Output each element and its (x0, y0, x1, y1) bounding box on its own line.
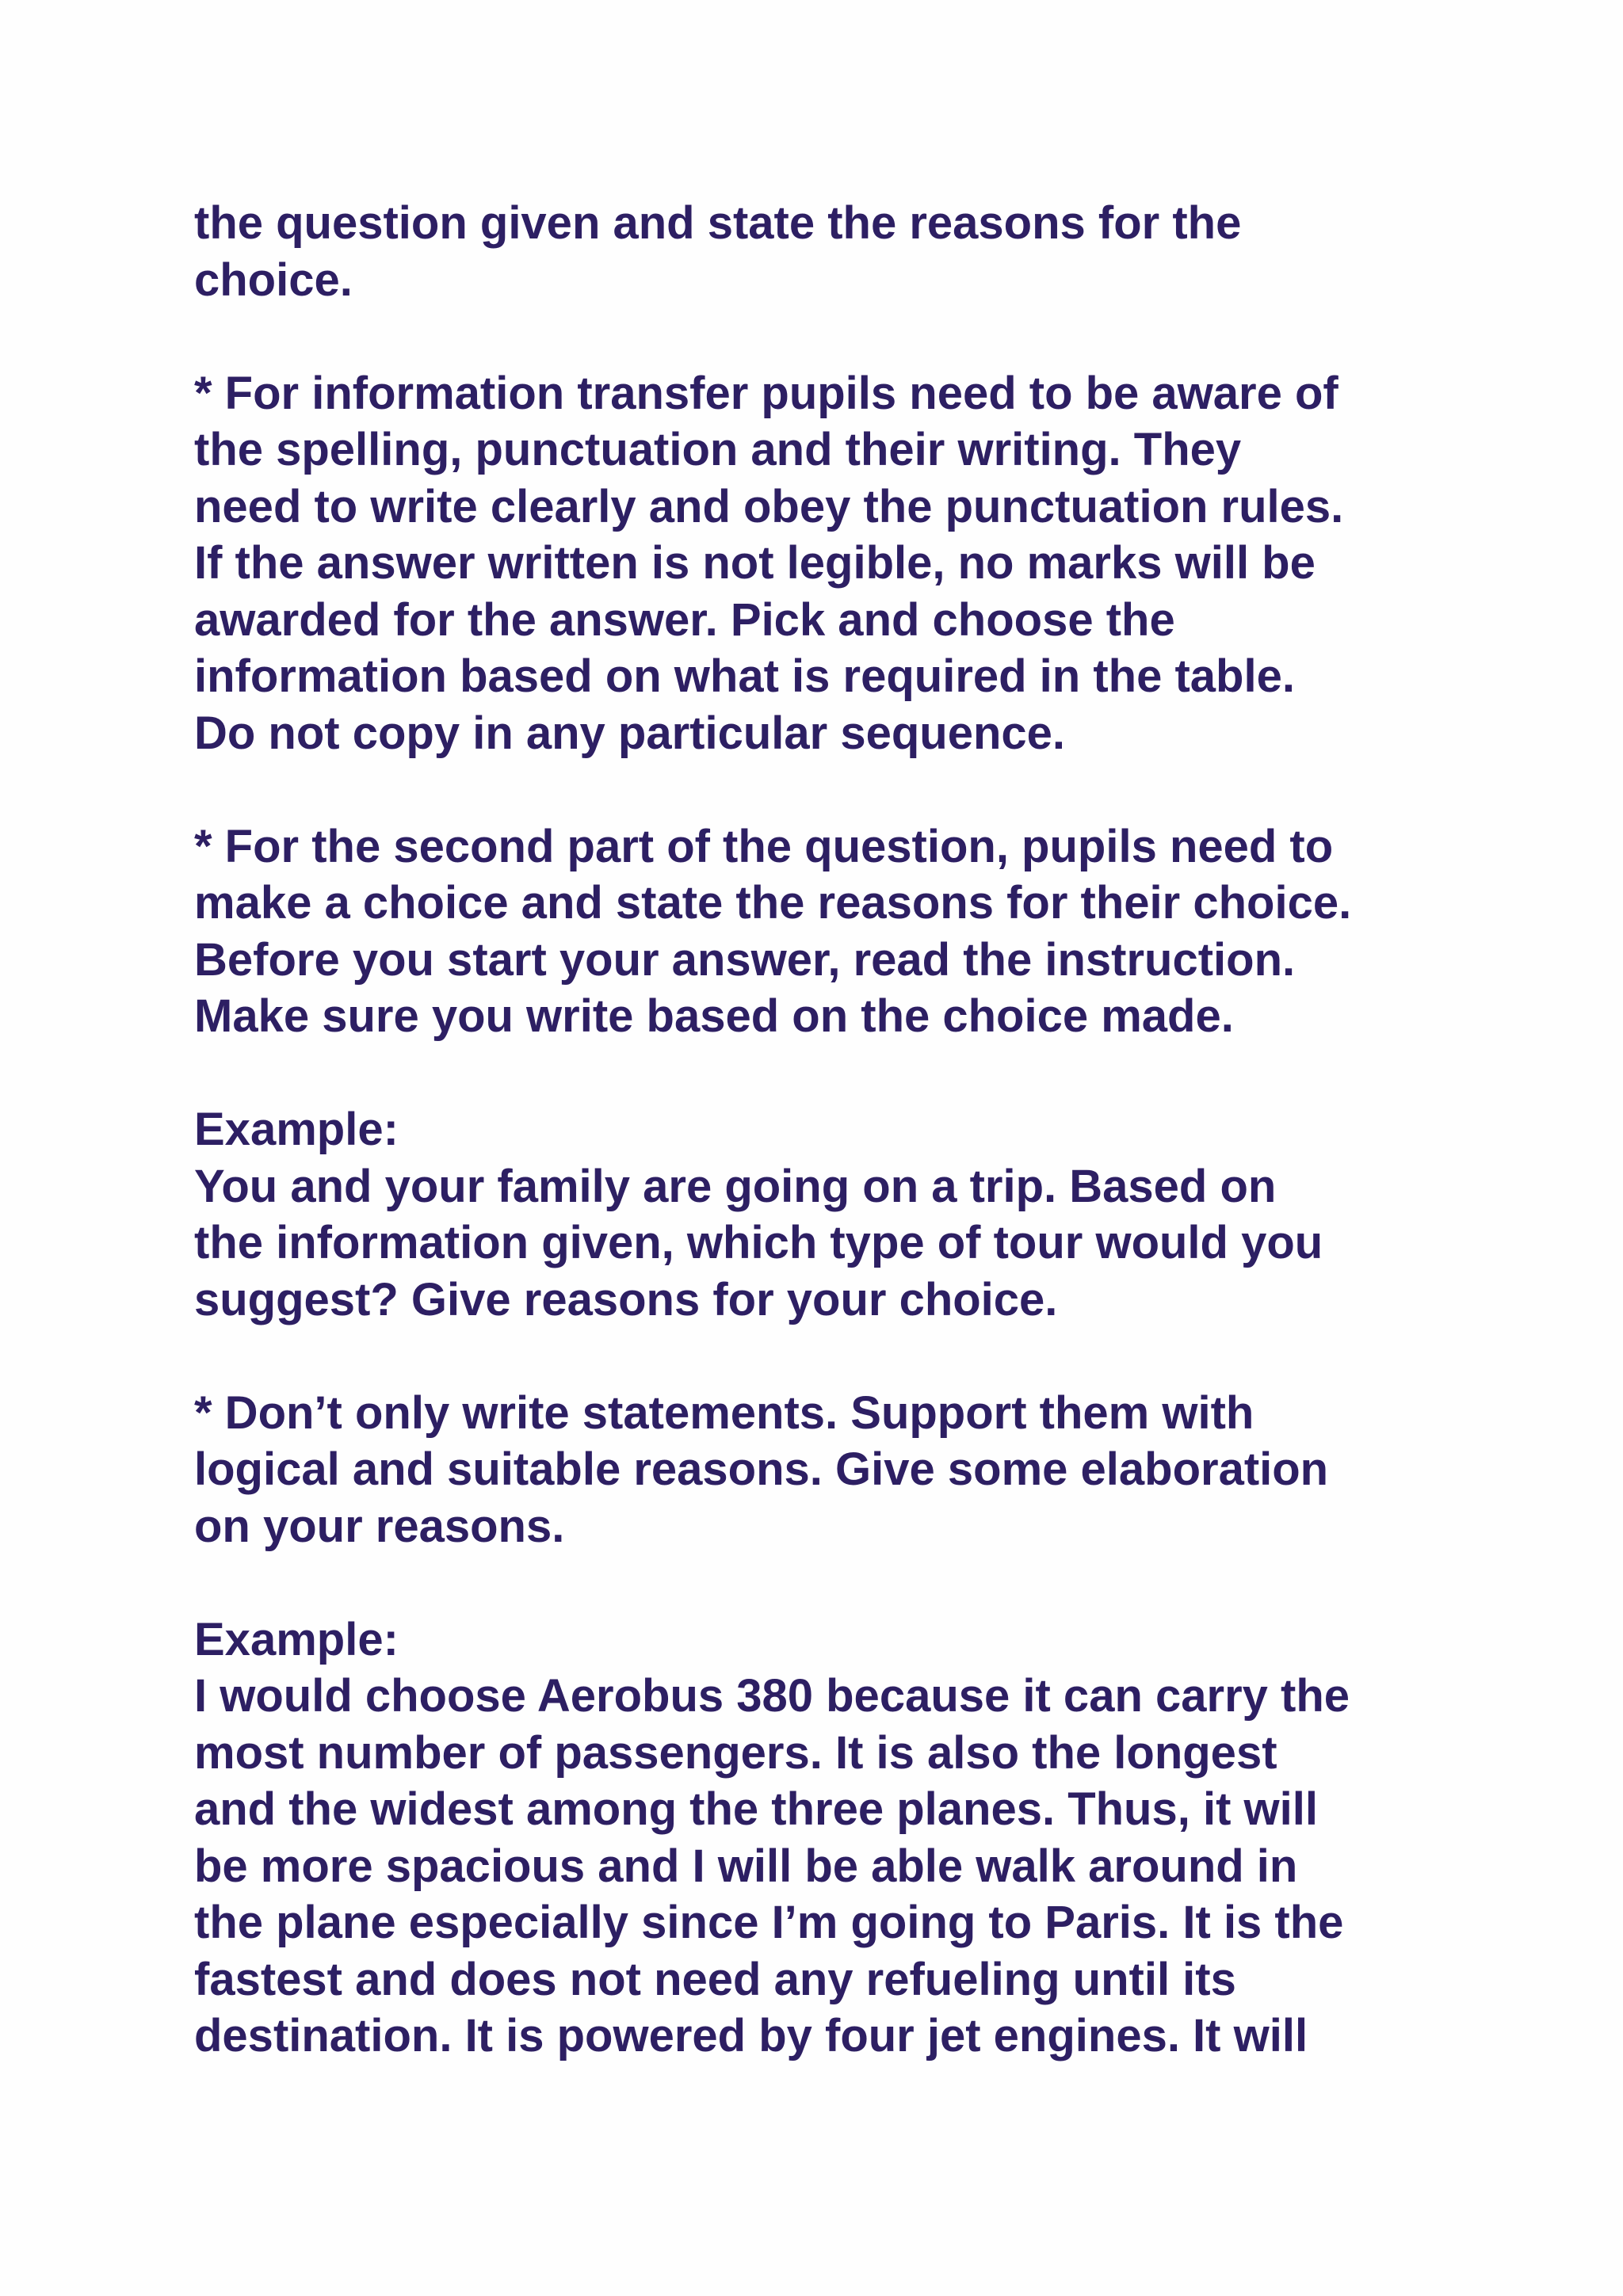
text-line: If the answer written is not legible, no marks will be (194, 537, 1316, 589)
text-line: I would choose Aerobus 380 because it can carry the (194, 1670, 1350, 1722)
example-2 (194, 1611, 1510, 2065)
text-line: You and your family are going on a trip. Based on (194, 1160, 1277, 1212)
example-heading: Example: (194, 1613, 399, 1665)
text-line: the spelling, punctuation and their writing. They (194, 424, 1242, 475)
example-1 (194, 1101, 1510, 1328)
text-line: Do not copy in any particular sequence. (194, 707, 1066, 759)
paragraph-gap (194, 1045, 1510, 1102)
paragraph-gap (194, 1328, 1510, 1385)
text-line: * Don’t only write statements. Support them with (194, 1386, 1254, 1439)
second-part-paragraph (194, 818, 1510, 1045)
text-line: the question given and state the reasons for the (194, 197, 1242, 249)
text-line: Make sure you write based on the choice made. (194, 990, 1234, 1042)
text-line: * For information transfer pupils need to be aware of (194, 367, 1338, 419)
text-line: awarded for the answer. Pick and choose the (194, 593, 1175, 646)
statements-paragraph (194, 1385, 1510, 1555)
example-heading: Example: (194, 1104, 399, 1155)
text-line: destination. It is powered by four jet engines. It will (194, 2010, 1308, 2061)
text-line: Before you start your answer, read the instruction. (194, 933, 1296, 986)
text-line: * For the second part of the question, pupils need to (194, 820, 1334, 872)
paragraph-gap (194, 1554, 1510, 1611)
text-line: the information given, which type of tour would you (194, 1217, 1323, 1268)
text-line: logical and suitable reasons. Give some elaboration (194, 1444, 1329, 1495)
text-line: on your reasons. (194, 1500, 565, 1552)
text-line: suggest? Give reasons for your choice. (194, 1273, 1058, 1325)
text-line: fastest and does not need any refueling until its (194, 1953, 1236, 2005)
text-line: and the widest among the three planes. Thus, it will (194, 1783, 1318, 1835)
paragraph-gap (194, 761, 1510, 818)
text-line: choice. (194, 254, 353, 306)
information-transfer-paragraph (194, 365, 1510, 762)
document-page (194, 195, 1510, 2065)
text-line: make a choice and state the reasons for their choice. (194, 877, 1352, 929)
text-line: most number of passengers. It is also the longest (194, 1726, 1277, 1779)
text-line: be more spacious and I will be able walk around in (194, 1840, 1298, 1892)
text-line: information based on what is required in the table. (194, 650, 1295, 702)
paragraph-gap (194, 308, 1510, 365)
text-line: the plane especially since I’m going to Paris. It is the (194, 1897, 1344, 1948)
text-line: need to write clearly and obey the punctuation rules. (194, 480, 1344, 532)
intro-paragraph (194, 195, 1510, 308)
